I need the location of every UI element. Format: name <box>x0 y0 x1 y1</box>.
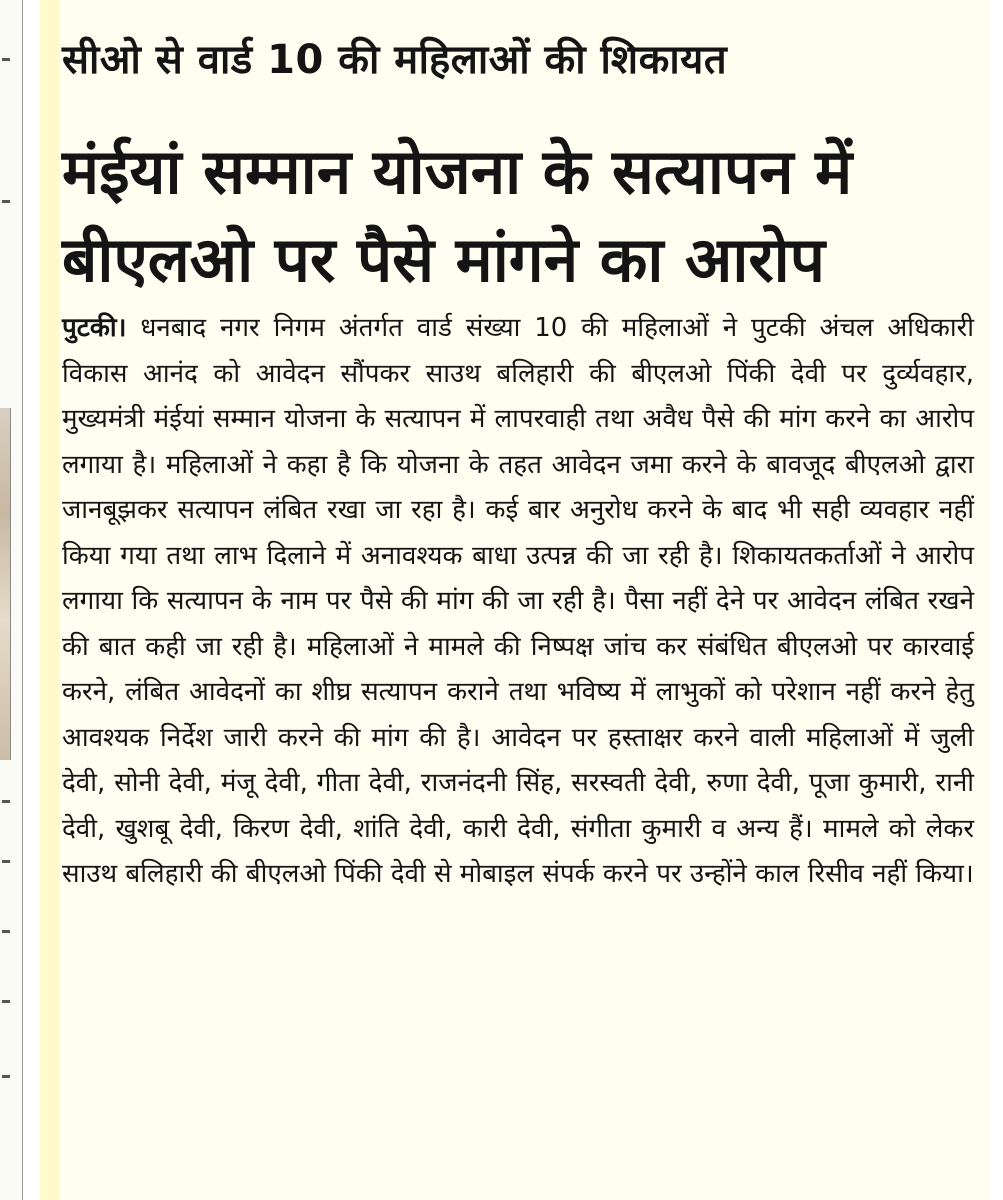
article-body <box>62 306 974 898</box>
article-kicker: सीओ से वार्ड 10 की महिलाओं की शिकायत <box>62 37 728 83</box>
news-article <box>40 0 990 1200</box>
highlight-band <box>40 0 60 1200</box>
adjacent-text-fragment <box>2 930 10 933</box>
adjacent-column-strip <box>0 0 22 1200</box>
adjacent-text-fragment <box>2 1075 10 1078</box>
adjacent-text-fragment <box>2 860 10 863</box>
article-dateline: पुटकी। <box>62 313 127 343</box>
headline-line-1: मंईयां सम्मान योजना के सत्यापन में <box>62 135 853 208</box>
adjacent-text-fragment <box>2 200 10 203</box>
article-body-text: धनबाद नगर निगम अंतर्गत वार्ड संख्या 10 की महिलाओं ने पुटकी अंचल अधिकारी विकास आनंद को आवेदन सौंपकर साउथ बलिहारी की बीएलओ पिंकी देवी पर दुर्व्यवहार, मुख्यमंत्री मंईयां सम्मान योजना के सत्यापन में लापरवाही तथा अवैध पैसे की मांग करने का आरोप लगाया है। महिलाओं ने कहा है कि योजना के तहत आवेदन जमा करने के बावजूद बीएलओ द्वारा जानबूझकर सत्यापन लंबित रखा जा रहा है। कई बार अनुरोध करने के बाद भी सही व्यवहार नहीं किया गया तथा लाभ दिलाने में अनावश्यक बाधा उत्पन्न की जा रही है। शिकायतकर्ताओं ने आरोप लगाया कि सत्यापन के नाम पर पैसे की मांग की जा रही है। पैसा नहीं देने पर आवेदन लंबित रखने की बात कही जा रही है। महिलाओं ने मामले की निष्पक्ष जांच कर संबंधित बीएलओ पर कारवाई करने, लंबित आवेदनों का शीघ्र सत्यापन कराने तथा भविष्य में लाभुकों को परेशान नहीं करने हेतु आवश्यक निर्देश जारी करने की मांग की है। आवेदन पर हस्ताक्षर करने वाली महिलाओं में जुली देवी, सोनी देवी, मंजू देवी, गीता देवी, राजनंदनी सिंह, सरस्वती देवी, रुणा देवी, पूजा कुमारी, रानी देवी, खुशबू देवी, किरण देवी, शांति देवी, कारी देवी, संगीता कुमारी व अन्य हैं। मामले को लेकर साउथ बलिहारी की बीएलओ पिंकी देवी से मोबाइल संपर्क करने पर उन्होंने काल रिसीव नहीं किया। <box>62 313 974 889</box>
column-divider <box>22 0 23 1200</box>
adjacent-photo-fragment <box>0 408 11 760</box>
adjacent-text-fragment <box>2 800 10 803</box>
adjacent-text-fragment <box>2 1000 10 1003</box>
adjacent-text-fragment <box>2 58 10 61</box>
article-headline <box>62 128 982 304</box>
headline-line-2: बीएलओ पर पैसे मांगने का आरोप <box>62 223 825 296</box>
